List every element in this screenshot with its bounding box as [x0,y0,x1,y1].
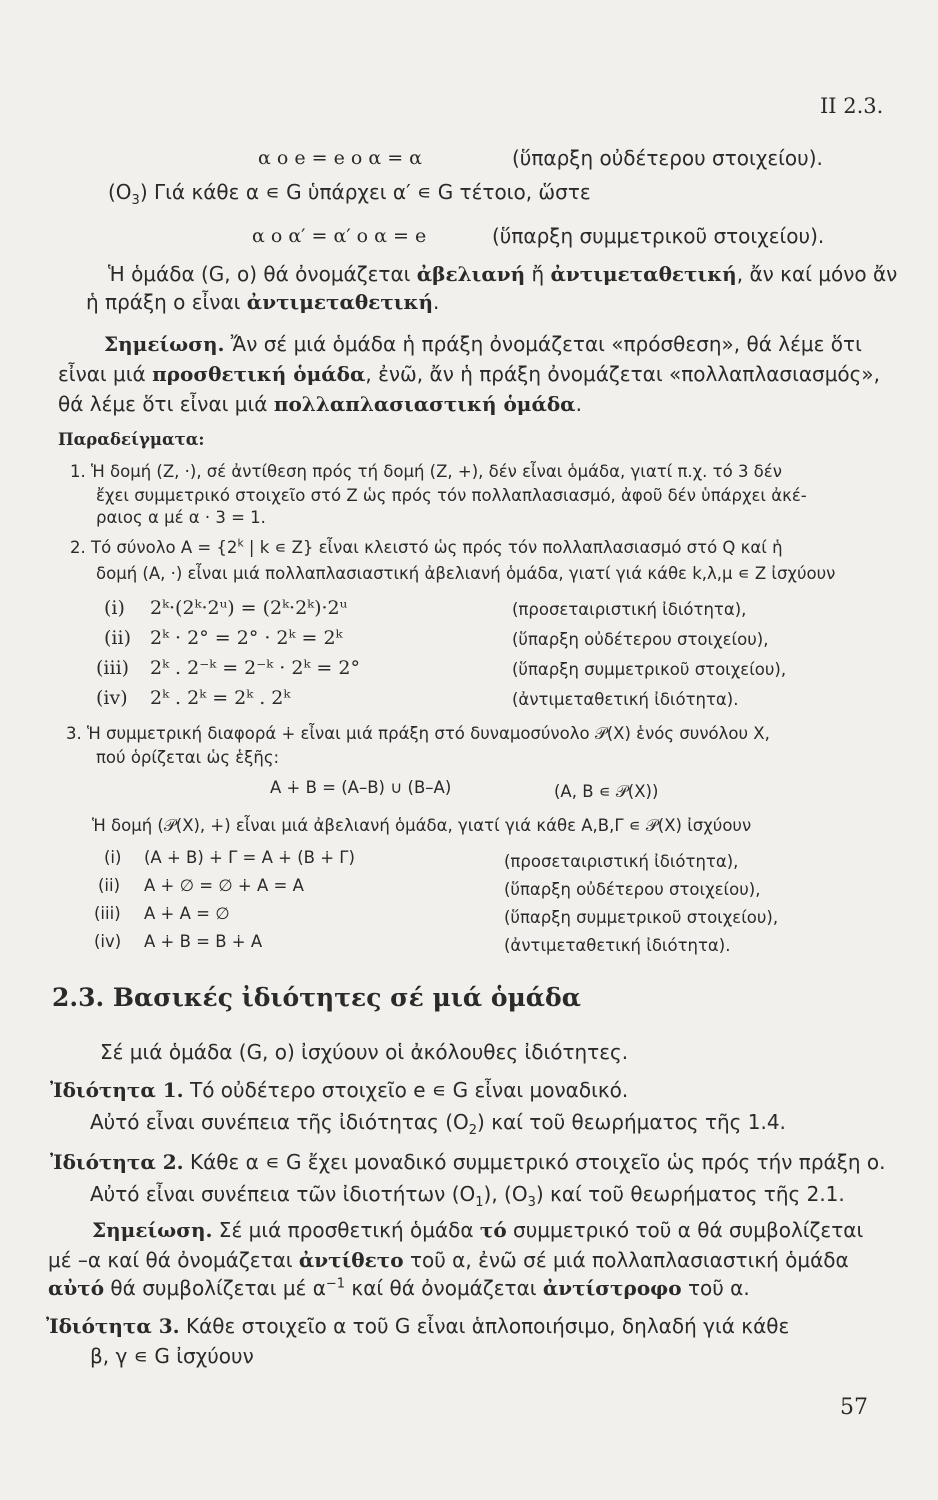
neutral-note: (ὕπαρξη οὐδέτερου στοιχείου). [512,146,823,170]
ex3-item-formula: A ∔ A = ∅ [144,904,230,923]
ex2-item-num: (i) [104,597,125,619]
property3: Ἰδιότητα 3. Κάθε στοιχεῖο α τοῦ G εἶναι ἁπλοποιήσιμο, δηλαδή γιά κάθε [46,1314,790,1338]
ex3-item-formula: A ∔ ∅ = ∅ ∔ A = A [144,876,304,895]
note2-line1: Σημείωση. Σέ μιά προσθετική ὁμάδα τό συμμετρικό τοῦ α θά συμβολίζεται [92,1218,864,1242]
section-reference: II 2.3. [820,94,884,118]
ex3-item-num: (iii) [94,904,121,923]
example3-line1: 3. Ἡ συμμετρική διαφορά ∔ εἶναι μιά πράξη στό δυναμοσύνολο 𝒫(X) ἑνός συνόλου X, [66,724,770,743]
section-intro: Σέ μιά ὁμάδα (G, ο) ἰσχύουν οἱ ἀκόλουθες ἰδιότητες. [100,1040,629,1064]
ex2-item-formula: 2ᵏ . 2ᵏ = 2ᵏ . 2ᵏ [150,687,291,709]
ex3-item-note: (ὕπαρξη συμμετρικοῦ στοιχείου), [504,908,779,927]
example1-line2: ἔχει συμμετρικό στοιχεῖο στό Z ὡς πρός τόν πολλαπλασιασμό, ἀφοῦ δέν ὑπάρχει ἀκέ- [96,486,807,505]
example3-line2: πού ὁρίζεται ὡς ἑξῆς: [96,748,280,767]
ex2-item-note: (ἀντιμεταθετική ἰδιότητα). [512,690,739,709]
ex2-item-formula: 2ᵏ . 2⁻ᵏ = 2⁻ᵏ · 2ᵏ = 2° [150,657,360,679]
ex3-item-note: (προσεταιριστική ἰδιότητα), [504,852,739,871]
note1-line3: θά λέμε ὅτι εἶναι μιά πολλαπλασιαστική ὁμάδα. [58,392,582,416]
example2-line2: δομή (A, ·) εἶναι μιά πολλαπλασιαστική ἀβελιανή ὁμάδα, γιατί γιά κάθε k,λ,μ ∊ Z ἰσχύουν [96,564,836,583]
ex2-item-formula: 2ᵏ·(2ᵏ·2ᵘ) = (2ᵏ·2ᵏ)·2ᵘ [150,597,348,619]
example1-line3: ραιος α μέ α · 3 = 1. [96,508,266,527]
abelian-definition-line1: Ἡ ὁμάδα (G, ο) θά ὀνομάζεται ἀβελιανή ἤ ἀντιμεταθετική, ἄν καί μόνο ἄν [108,262,898,286]
example2-line1: 2. Τό σύνολο $A = \{2^k$ | k ∊ Z} εἶναι κλειστό ὡς πρός τόν πολλαπλασιασμό στό Q καί ἡ [70,536,783,557]
ex2-item-formula: 2ᵏ · 2° = 2° · 2ᵏ = 2ᵏ [150,627,343,649]
note1-line2: εἶναι μιά προσθετική ὁμάδα, ἐνῶ, ἄν ἡ πράξη ὀνομάζεται «πολλαπλασιασμός», [58,362,880,386]
ex3-item-note: (ὕπαρξη οὐδέτερου στοιχείου), [504,880,761,899]
property1: Ἰδιότητα 1. Τό οὐδέτερο στοιχεῖο e ∊ G εἶναι μοναδικό. [50,1078,629,1102]
inverse-equation: α ο α′ = α′ ο α = e [252,225,427,247]
note2-line2: μέ –α καί θά ὀνομάζεται ἀντίθετο τοῦ α, ἐνῶ σέ μιά πολλαπλασιαστική ὁμάδα [48,1248,849,1272]
example1-line1: 1. Ἡ δομή (Z, ·), σέ ἀντίθεση πρός τή δομή (Z, +), δέν εἶναι ὁμάδα, γιατί π.χ. τό 3 δέν [70,462,782,481]
ex3-item-formula: (A ∔ B) ∔ Γ = A ∔ (B ∔ Γ) [144,848,355,867]
ex3-item-formula: A ∔ B = B ∔ A [144,932,263,951]
example3-line3: Ἡ δομή (𝒫(X), ∔) εἶναι μιά ἀβελιανή ὁμάδα, γιατί γιά κάθε A,B,Γ ∊ 𝒫(X) ἰσχύουν [92,816,752,835]
property3-line2: β, γ ∊ G ἰσχύουν [90,1344,254,1368]
ex2-item-note: (ὕπαρξη συμμετρικοῦ στοιχείου), [512,660,787,679]
ex2-item-num: (iii) [96,657,130,679]
abelian-definition-line2: ἡ πράξη ο εἶναι ἀντιμεταθετική. [86,290,440,314]
examples-title: Παραδείγματα: [58,430,205,449]
neutral-equation: α ο e = e ο α = α [258,147,423,169]
example3-equation: A ∔ B = (A–B) ∪ (B–A) [270,778,452,797]
section-heading: 2.3. Βασικές ἰδιότητες σέ μιά ὁμάδα [52,983,581,1012]
ex2-item-num: (ii) [104,627,131,649]
property2: Ἰδιότητα 2. Κάθε α ∊ G ἔχει μοναδικό συμμετρικό στοιχεῖο ὡς πρός τήν πράξη ο. [50,1150,886,1174]
ex2-item-note: (ὕπαρξη οὐδέτερου στοιχείου), [512,630,769,649]
property1-proof: Αὐτό εἶναι συνέπεια τῆς ἰδιότητας $(O_2)$ καί τοῦ θεωρήματος τῆς 1.4. [90,1110,786,1138]
page-number: 57 [840,1395,868,1420]
note2-line3: αὐτό θά συμβολίζεται μέ $\alpha^{-1}$ καί θά ὀνομάζεται ἀντίστροφο τοῦ α. [48,1276,750,1300]
ex3-item-note: (ἀντιμεταθετική ἰδιότητα). [504,936,731,955]
inverse-note: (ὕπαρξη συμμετρικοῦ στοιχείου). [492,224,825,248]
note1-line1: Σημείωση. Ἄν σέ μιά ὁμάδα ἡ πράξη ὀνομάζεται «πρόσθεση», θά λέμε ὅτι [104,332,862,356]
ex3-item-num: (ii) [98,876,121,895]
ex2-item-num: (iv) [96,687,128,709]
example3-equation-condition: (A, B ∊ 𝒫(X)) [554,782,659,801]
property2-proof: Αὐτό εἶναι συνέπεια τῶν ἰδιοτήτων $(O_1)$, $(O_3)$ καί τοῦ θεωρήματος τῆς 2.1. [90,1182,845,1210]
ex2-item-note: (προσεταιριστική ἰδιότητα), [512,600,747,619]
ex3-item-num: (i) [104,848,122,867]
axiom-o3: $(O_3)$ Γιά κάθε α ∊ G ὑπάρχει α′ ∊ G τέτοιο, ὥστε [108,180,591,208]
ex3-item-num: (iv) [94,932,122,951]
